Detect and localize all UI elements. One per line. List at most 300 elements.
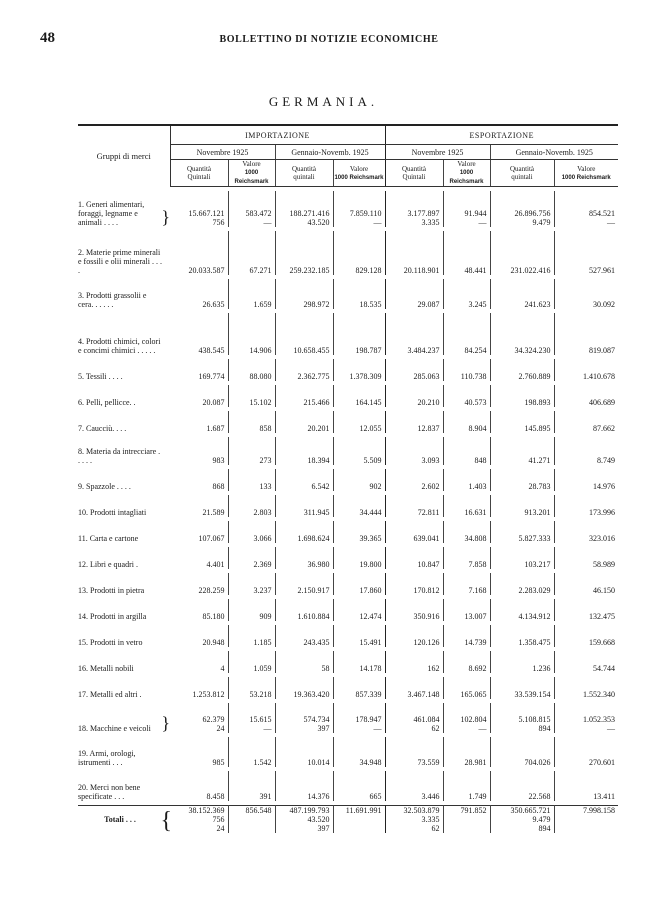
cell-imp-nov-v <box>228 771 275 801</box>
cell-value: 639.041 <box>413 534 440 543</box>
cell-value: 132.475 <box>589 612 615 621</box>
cell-imp-nov-v <box>228 677 275 699</box>
cell-value: 5.108.815 <box>518 715 551 724</box>
table-row <box>78 677 618 699</box>
cell-value: 17.860 <box>359 586 382 595</box>
cell-imp-nov-q <box>170 359 228 381</box>
cell-exp-cum-v <box>554 437 618 465</box>
table-row <box>78 437 618 465</box>
cell-value: 9.479 <box>532 218 551 227</box>
cell-exp-cum-q <box>490 313 554 355</box>
table-row <box>78 547 618 569</box>
table-row <box>78 385 618 407</box>
row-label: 18. Macchine e veicoli } <box>78 703 170 733</box>
cell-value: 2.602 <box>421 482 440 491</box>
cell-imp-cum-q <box>275 599 333 621</box>
cell-value: 26.896.756 <box>514 209 551 218</box>
cell-exp-cum-q <box>490 547 554 569</box>
cell-imp-nov-v <box>228 703 275 733</box>
export-month-header: Novembre 1925 <box>385 145 490 160</box>
cell-value: 33.539.154 <box>514 690 551 699</box>
cell-exp-cum-q <box>490 737 554 767</box>
cell-value: 848 <box>474 456 487 465</box>
qty-subheader: Quantità Quintali <box>170 160 228 187</box>
cell-value: 169.774 <box>198 372 225 381</box>
cell-exp-nov-q <box>385 651 443 673</box>
cell-imp-nov-v <box>228 411 275 433</box>
cell-value: 323.016 <box>589 534 615 543</box>
export-cum-header: Gennaio-Novemb. 1925 <box>490 145 618 160</box>
cell-value: 34.324.230 <box>514 346 551 355</box>
cell-value: 19.800 <box>359 560 382 569</box>
cell-imp-cum-v <box>333 573 385 595</box>
cell-value: 8.749 <box>597 456 615 465</box>
cell-exp-nov-v <box>443 625 490 647</box>
cell-value: 120.126 <box>413 638 440 647</box>
cell-imp-cum-v <box>333 737 385 767</box>
cell-imp-cum-q <box>275 521 333 543</box>
cell-exp-cum-q <box>490 359 554 381</box>
table-row <box>78 313 618 355</box>
cell-value: 829.128 <box>355 266 382 275</box>
cell-value: 243.435 <box>303 638 330 647</box>
cell-imp-cum-q <box>275 677 333 699</box>
cell-imp-nov-q <box>170 625 228 647</box>
cell-value: 791.852 <box>460 806 487 815</box>
cell-value: 9.479 <box>532 815 551 824</box>
cell-value: 20.210 <box>417 398 440 407</box>
cell-value: 270.601 <box>589 758 615 767</box>
cell-value: — <box>263 218 272 227</box>
cell-imp-cum-q <box>275 771 333 801</box>
cell-imp-nov-q <box>170 411 228 433</box>
row-label: 11. Carta e cartone <box>78 534 139 543</box>
cell-value: 856.548 <box>245 806 272 815</box>
cell-exp-nov-q <box>385 359 443 381</box>
table-row <box>78 359 618 381</box>
cell-value: 894 <box>538 724 551 733</box>
cell-exp-cum-q <box>490 385 554 407</box>
cell-value: 7.859.110 <box>349 209 382 218</box>
export-header: ESPORTAZIONE <box>385 125 618 145</box>
cell-exp-cum-v <box>554 625 618 647</box>
row-label: 2. Materie prime minerali e fossili e olii minerali . . . . <box>78 248 162 275</box>
cell-value: 12.474 <box>359 612 382 621</box>
cell-imp-cum-q <box>275 625 333 647</box>
cell-value: 20.948 <box>202 638 225 647</box>
cell-exp-nov-v <box>443 411 490 433</box>
cell-imp-nov-q <box>170 191 228 227</box>
cell-imp-nov-v <box>228 313 275 355</box>
cell-value: 665 <box>369 792 382 801</box>
cell-imp-nov-q <box>170 521 228 543</box>
cell-imp-nov-v <box>228 573 275 595</box>
cell-value: 48.441 <box>464 266 487 275</box>
cell-value: 3.467.148 <box>407 690 440 699</box>
cell-value: 28.783 <box>528 482 551 491</box>
cell-exp-nov-v <box>443 771 490 801</box>
cell-value: 461.084 <box>413 715 440 724</box>
cell-value: 12.055 <box>359 424 382 433</box>
cell-exp-nov-v <box>443 599 490 621</box>
cell-value: 72.811 <box>417 508 440 517</box>
cell-value: 406.689 <box>589 398 615 407</box>
cell-imp-cum-v <box>333 437 385 465</box>
cell-value: 8.458 <box>206 792 225 801</box>
row-label: 1. Generi alimentari, foraggi, legname e animali . . . . } <box>78 191 170 227</box>
cell-value: 1.687 <box>206 424 225 433</box>
row-label: 20. Merci non bene specificate . . . <box>78 783 141 801</box>
cell-value: 73.559 <box>417 758 440 767</box>
cell-imp-cum-v <box>333 469 385 491</box>
cell-value: 41.271 <box>528 456 551 465</box>
cell-value: 4.134.912 <box>518 612 551 621</box>
cell-imp-cum-q <box>275 359 333 381</box>
cell-value: 38.152.369 <box>188 806 225 815</box>
cell-imp-nov-q <box>170 385 228 407</box>
cell-imp-nov-q <box>170 677 228 699</box>
cell-value: 46.150 <box>593 586 615 595</box>
cell-imp-cum-q <box>275 806 333 834</box>
cell-exp-nov-v <box>443 737 490 767</box>
cell-value: 54.744 <box>593 664 615 673</box>
cell-value: 13.411 <box>593 792 615 801</box>
cell-exp-cum-q <box>490 677 554 699</box>
val-subheader: Valore 1000 Reichsmark <box>333 160 385 187</box>
cell-value: 24 <box>216 724 225 733</box>
cell-value: 178.947 <box>355 715 382 724</box>
cell-exp-cum-q <box>490 651 554 673</box>
table-row <box>78 703 618 733</box>
cell-exp-nov-v <box>443 573 490 595</box>
cell-exp-cum-v <box>554 313 618 355</box>
row-label: 16. Metalli nobili <box>78 664 134 673</box>
cell-value: 43.520 <box>307 815 330 824</box>
cell-value: 397 <box>317 824 330 833</box>
cell-value: 39.365 <box>359 534 382 543</box>
cell-imp-cum-v <box>333 521 385 543</box>
cell-imp-nov-v <box>228 191 275 227</box>
cell-value: 15.615 <box>249 715 272 724</box>
cell-value: 894 <box>538 824 551 833</box>
row-label: 9. Spazzole . . . . <box>78 482 131 491</box>
cell-exp-nov-q <box>385 703 443 733</box>
table-row <box>78 521 618 543</box>
cell-value: 6.542 <box>311 482 330 491</box>
cell-value: 273 <box>259 456 272 465</box>
cell-value: 985 <box>212 758 225 767</box>
row-label: 5. Tessili . . . . <box>78 372 123 381</box>
cell-imp-cum-v <box>333 495 385 517</box>
cell-imp-nov-q <box>170 279 228 309</box>
cell-value: 20.118.901 <box>403 266 440 275</box>
table-body <box>78 187 618 834</box>
cell-imp-cum-v <box>333 651 385 673</box>
cell-imp-nov-q <box>170 737 228 767</box>
row-label: 4. Prodotti chimici, colori e concimi chimici . . . . . <box>78 337 161 355</box>
cell-value: 32.503.879 <box>403 806 440 815</box>
cell-exp-nov-q <box>385 737 443 767</box>
cell-exp-cum-v <box>554 385 618 407</box>
cell-value: 913.201 <box>524 508 551 517</box>
cell-imp-nov-q <box>170 771 228 801</box>
cell-imp-cum-v <box>333 677 385 699</box>
cell-imp-cum-v <box>333 231 385 275</box>
cell-imp-nov-v <box>228 547 275 569</box>
cell-imp-nov-v <box>228 359 275 381</box>
cell-value: 62 <box>431 724 440 733</box>
cell-imp-cum-v <box>333 359 385 381</box>
cell-value: 10.014 <box>307 758 330 767</box>
row-label: 3. Prodotti grassolii e cera. . . . . . <box>78 291 147 309</box>
cell-imp-nov-v <box>228 651 275 673</box>
cell-exp-nov-v <box>443 437 490 465</box>
cell-value: 62 <box>431 824 440 833</box>
cell-imp-nov-q <box>170 437 228 465</box>
cell-exp-nov-q <box>385 599 443 621</box>
cell-value: 12.837 <box>417 424 440 433</box>
cell-value: 487.199.793 <box>289 806 330 815</box>
cell-exp-cum-q <box>490 279 554 309</box>
cell-imp-nov-q <box>170 703 228 733</box>
cell-value: 15.491 <box>359 638 382 647</box>
cell-value: 15.102 <box>249 398 272 407</box>
cell-exp-nov-v <box>443 313 490 355</box>
page-number: 48 <box>40 30 55 46</box>
trade-table <box>78 124 618 833</box>
cell-value: 3.066 <box>253 534 272 543</box>
cell-imp-nov-q <box>170 806 228 834</box>
cell-exp-cum-q <box>490 806 554 834</box>
cell-imp-nov-v <box>228 495 275 517</box>
cell-value: 231.022.416 <box>510 266 551 275</box>
cell-value: 391 <box>259 792 272 801</box>
table-row <box>78 191 618 227</box>
cell-value: 19.363.420 <box>293 690 330 699</box>
cell-value: 170.812 <box>413 586 440 595</box>
cell-imp-nov-q <box>170 469 228 491</box>
cell-value: 1.358.475 <box>518 638 551 647</box>
cell-value: 5.827.333 <box>518 534 551 543</box>
cell-value: — <box>263 724 272 733</box>
stub-header: Gruppi di merci <box>78 125 170 187</box>
cell-value: 34.444 <box>359 508 382 517</box>
cell-value: 1.403 <box>468 482 487 491</box>
cell-value: 350.916 <box>413 612 440 621</box>
cell-value: — <box>607 724 615 733</box>
cell-value: 1.610.884 <box>297 612 330 621</box>
table-row <box>78 625 618 647</box>
cell-value: 30.092 <box>593 300 615 309</box>
cell-exp-nov-v <box>443 677 490 699</box>
cell-value: 103.217 <box>524 560 551 569</box>
cell-value: 574.734 <box>303 715 330 724</box>
cell-exp-cum-q <box>490 437 554 465</box>
cell-imp-nov-v <box>228 469 275 491</box>
cell-value: 285.063 <box>413 372 440 381</box>
cell-value: 14.178 <box>359 664 382 673</box>
cell-value: 145.895 <box>524 424 551 433</box>
cell-value: 164.145 <box>355 398 382 407</box>
cell-value: 40.573 <box>464 398 487 407</box>
cell-imp-cum-v <box>333 806 385 834</box>
cell-value: 7.998.158 <box>583 806 615 815</box>
cell-value: 53.218 <box>249 690 272 699</box>
table-row <box>78 279 618 309</box>
cell-imp-nov-v <box>228 521 275 543</box>
cell-value: 173.996 <box>589 508 615 517</box>
cell-exp-cum-v <box>554 191 618 227</box>
cell-value: 909 <box>259 612 272 621</box>
cell-value: 36.980 <box>307 560 330 569</box>
cell-value: 819.087 <box>589 346 615 355</box>
cell-imp-cum-v <box>333 599 385 621</box>
cell-imp-nov-v <box>228 737 275 767</box>
cell-imp-cum-q <box>275 437 333 465</box>
cell-value: 87.662 <box>593 424 615 433</box>
cell-exp-nov-q <box>385 547 443 569</box>
cell-exp-nov-q <box>385 771 443 801</box>
cell-value: 4.401 <box>206 560 225 569</box>
cell-value: 15.667.121 <box>188 209 225 218</box>
cell-exp-nov-q <box>385 313 443 355</box>
cell-imp-cum-q <box>275 547 333 569</box>
cell-exp-nov-v <box>443 651 490 673</box>
cell-imp-nov-v <box>228 437 275 465</box>
cell-exp-nov-q <box>385 191 443 227</box>
cell-value: 1.552.340 <box>583 690 615 699</box>
cell-exp-cum-q <box>490 599 554 621</box>
cell-value: 7.168 <box>468 586 487 595</box>
cell-imp-nov-v <box>228 231 275 275</box>
cell-imp-nov-q <box>170 573 228 595</box>
running-title: BOLLETTINO DI NOTIZIE ECONOMICHE <box>219 34 439 45</box>
cell-value: 527.961 <box>589 266 615 275</box>
cell-value: 1.052.353 <box>583 715 615 724</box>
cell-exp-nov-v <box>443 703 490 733</box>
cell-exp-nov-q <box>385 411 443 433</box>
cell-value: 350.665.721 <box>510 806 551 815</box>
cell-imp-cum-q <box>275 191 333 227</box>
cell-value: 21.589 <box>202 508 225 517</box>
cell-value: 3.093 <box>421 456 440 465</box>
country-title: GERMANIA. <box>268 94 379 109</box>
cell-value: 14.976 <box>593 482 615 491</box>
cell-exp-cum-v <box>554 359 618 381</box>
cell-imp-nov-v <box>228 599 275 621</box>
cell-value: 1.659 <box>253 300 272 309</box>
cell-value: 3.484.237 <box>407 346 440 355</box>
cell-value: 858 <box>259 424 272 433</box>
cell-value: 198.893 <box>524 398 551 407</box>
cell-exp-cum-q <box>490 411 554 433</box>
cell-exp-cum-v <box>554 411 618 433</box>
cell-exp-cum-q <box>490 521 554 543</box>
cell-exp-nov-q <box>385 677 443 699</box>
cell-exp-cum-v <box>554 547 618 569</box>
cell-exp-nov-v <box>443 547 490 569</box>
cell-value: 22.568 <box>528 792 551 801</box>
cell-exp-cum-q <box>490 625 554 647</box>
cell-imp-cum-v <box>333 625 385 647</box>
cell-exp-cum-q <box>490 771 554 801</box>
cell-value: 1.185 <box>253 638 272 647</box>
row-label: 19. Armi, orologi, istrumenti . . . <box>78 749 136 767</box>
cell-exp-nov-q <box>385 495 443 517</box>
cell-value: 91.944 <box>464 209 487 218</box>
cell-value: 13.007 <box>464 612 487 621</box>
cell-value: 58 <box>321 664 330 673</box>
cell-value: 102.804 <box>460 715 487 724</box>
cell-imp-cum-v <box>333 191 385 227</box>
cell-value: 2.760.889 <box>518 372 551 381</box>
cell-value: 110.738 <box>460 372 487 381</box>
cell-imp-nov-v <box>228 806 275 834</box>
cell-imp-nov-q <box>170 547 228 569</box>
cell-value: 107.067 <box>198 534 225 543</box>
cell-imp-cum-q <box>275 495 333 517</box>
cell-exp-cum-v <box>554 806 618 834</box>
cell-value: 2.803 <box>253 508 272 517</box>
cell-value: 397 <box>317 724 330 733</box>
table-row <box>78 599 618 621</box>
cell-value: 1.749 <box>468 792 487 801</box>
cell-exp-cum-v <box>554 521 618 543</box>
row-label: 15. Prodotti in vetro <box>78 638 143 647</box>
table-row <box>78 573 618 595</box>
cell-imp-cum-q <box>275 411 333 433</box>
cell-imp-nov-v <box>228 625 275 647</box>
cell-imp-nov-v <box>228 385 275 407</box>
row-label: 13. Prodotti in pietra <box>78 586 145 595</box>
cell-exp-nov-q <box>385 385 443 407</box>
cell-exp-cum-v <box>554 737 618 767</box>
cell-value: 1.542 <box>253 758 272 767</box>
cell-imp-nov-v <box>228 279 275 309</box>
cell-value: 868 <box>212 482 225 491</box>
cell-imp-nov-q <box>170 495 228 517</box>
cell-exp-cum-v <box>554 495 618 517</box>
cell-value: 2.283.029 <box>518 586 551 595</box>
cell-value: 3.237 <box>253 586 272 595</box>
cell-value: 162 <box>427 664 440 673</box>
cell-value: 3.446 <box>421 792 440 801</box>
cell-value: 28.981 <box>464 758 487 767</box>
cell-exp-nov-q <box>385 469 443 491</box>
cell-imp-cum-q <box>275 737 333 767</box>
cell-value: — <box>373 724 382 733</box>
table-row <box>78 469 618 491</box>
cell-imp-cum-v <box>333 313 385 355</box>
cell-exp-cum-v <box>554 703 618 733</box>
table-row <box>78 651 618 673</box>
cell-exp-cum-q <box>490 191 554 227</box>
cell-imp-cum-v <box>333 411 385 433</box>
cell-imp-nov-q <box>170 651 228 673</box>
cell-value: 16.631 <box>464 508 487 517</box>
row-label: 17. Metalli ed altri . <box>78 690 142 699</box>
cell-exp-cum-v <box>554 677 618 699</box>
cell-value: 1.253.812 <box>192 690 225 699</box>
cell-value: 10.658.455 <box>293 346 330 355</box>
cell-imp-cum-q <box>275 313 333 355</box>
cell-value: 198.787 <box>355 346 382 355</box>
cell-value: 24 <box>216 824 225 833</box>
cell-value: 14.906 <box>249 346 272 355</box>
cell-value: 854.521 <box>589 209 615 218</box>
cell-value: 2.369 <box>253 560 272 569</box>
page-header <box>34 30 624 52</box>
